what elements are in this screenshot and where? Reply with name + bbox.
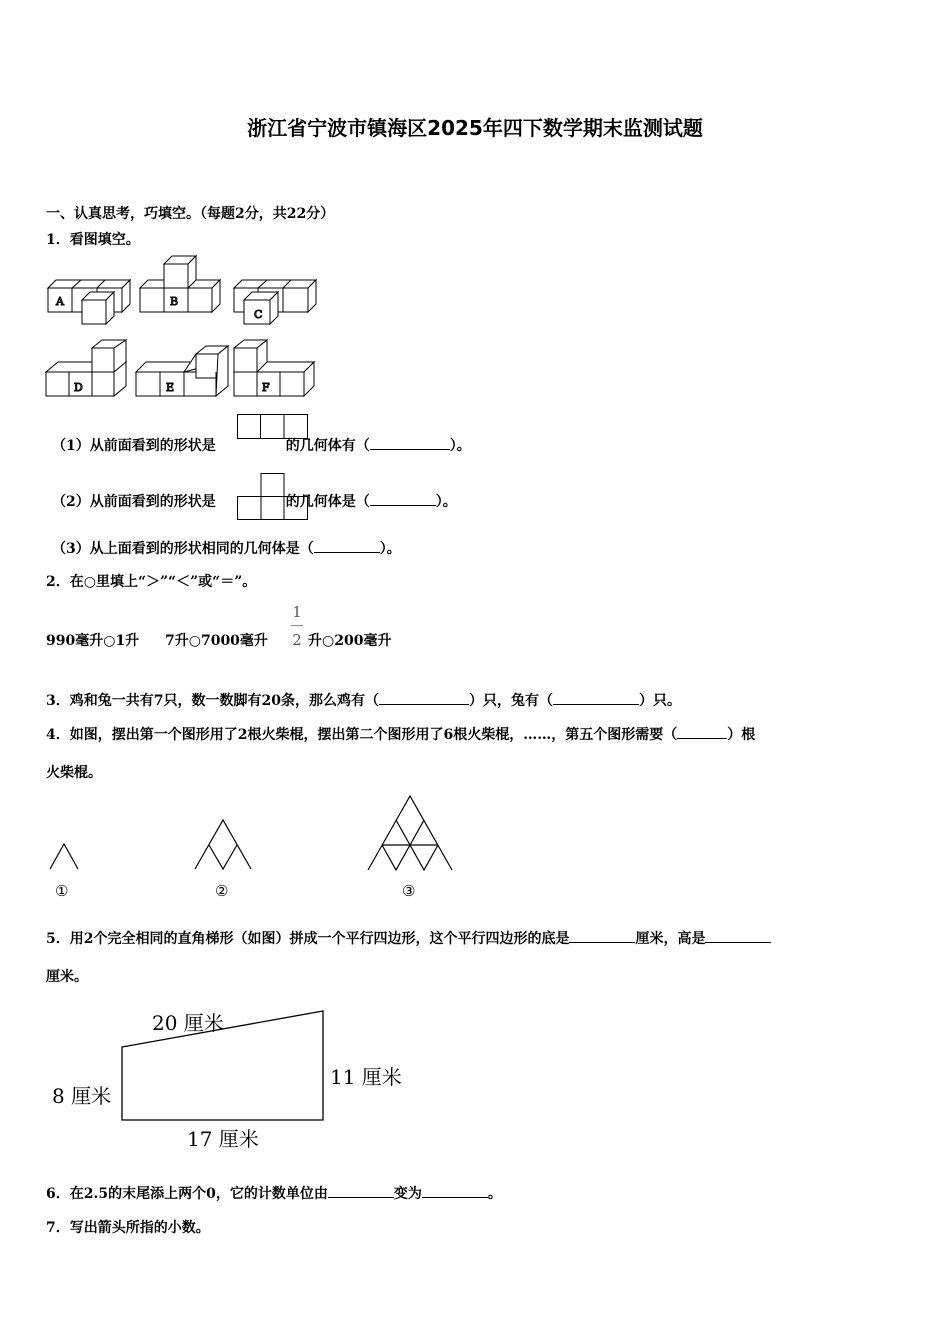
- answer-blank-6-2[interactable]: [422, 1184, 488, 1198]
- cube-figure-f: [234, 340, 314, 396]
- answer-blank-4[interactable]: [677, 725, 727, 739]
- matchstick-figure-3: [368, 796, 452, 870]
- trapezoid-bottom-label: 17 厘米: [187, 1127, 259, 1151]
- three-squares-icon: [237, 414, 309, 440]
- matchstick-figure-2: [195, 820, 251, 869]
- answer-blank-3-1[interactable]: [379, 691, 469, 705]
- figure-label-2: ②: [215, 882, 229, 900]
- fraction-numerator: 1: [292, 603, 302, 621]
- question-3: 3．鸡和兔一共有7只，数一数脚有20条，那么鸡有（ ）只，兔有（ ）只。: [46, 693, 681, 709]
- figure-label-3: ③: [402, 882, 416, 900]
- page-title: 浙江省宁波市镇海区2025年四下数学期末监测试题: [247, 116, 703, 140]
- section-heading: 一、认真思考，巧填空。（每题2分，共22分）: [46, 206, 335, 222]
- cube-figure-b: [140, 256, 220, 312]
- figure-label-b: B: [170, 295, 179, 308]
- answer-blank-1-1[interactable]: [370, 436, 450, 450]
- figure-label-1: ①: [55, 882, 69, 900]
- cube-figure-a: [48, 280, 130, 324]
- question-1-part-3: （3）从上面看到的形状相同的几何体是（ ）。: [52, 541, 401, 557]
- answer-blank-3-2[interactable]: [553, 691, 639, 705]
- trapezoid-right-label: 11 厘米: [330, 1065, 402, 1089]
- answer-blank-1-3[interactable]: [314, 539, 380, 553]
- trapezoid-left-label: 8 厘米: [52, 1084, 112, 1108]
- fraction-bar: [291, 625, 303, 626]
- question-4-line-2: 火柴棍。: [46, 765, 102, 781]
- question-1-part-1: （1）从前面看到的形状是 的几何体有（ ）。: [52, 432, 471, 456]
- trapezoid-top-label: 20 厘米: [152, 1011, 224, 1035]
- cube-figure-e: [136, 346, 228, 396]
- question-2-c: 升○200毫升: [308, 633, 392, 649]
- figure-label-d: D: [74, 381, 83, 394]
- answer-blank-6-1[interactable]: [328, 1184, 394, 1198]
- fraction-denominator: 2: [292, 631, 302, 649]
- figure-label-c: C: [254, 308, 263, 321]
- trapezoid-figure: [0, 1000, 950, 1120]
- question-7: 7．写出箭头所指的小数。: [46, 1220, 210, 1236]
- question-5-line-2: 厘米。: [46, 969, 88, 985]
- question-4-line-1: 4．如图，摆出第一个图形用了2根火柴棍，摆出第二个图形用了6根火柴棍，……，第五个图形需要（ ）根: [46, 727, 756, 743]
- cube-figures: [0, 250, 950, 430]
- t-shape-icon: [237, 473, 309, 521]
- answer-blank-1-2[interactable]: [370, 492, 436, 506]
- question-5-line-1: 5．用2个完全相同的直角梯形（如图）拼成一个平行四边形，这个平行四边形的底是 厘米，高是: [46, 928, 771, 948]
- cube-figure-d: [46, 340, 126, 396]
- matchstick-figures: [0, 790, 950, 880]
- cube-figure-c: [234, 280, 316, 324]
- matchstick-figure-1: [50, 844, 78, 869]
- question-6: 6．在2.5的末尾添上两个0，它的计数单位由 变为 。: [46, 1186, 502, 1202]
- question-2-stem: 2．在○里填上“＞”“＜”或“＝”。: [46, 574, 257, 590]
- question-1-part-2: （2）从前面看到的形状是 的几何体是（ ）。: [52, 494, 457, 510]
- figure-label-e: E: [166, 381, 175, 394]
- answer-blank-5-2[interactable]: [705, 929, 771, 943]
- figure-label-a: A: [56, 295, 64, 308]
- question-1-stem: 1．看图填空。: [46, 232, 140, 248]
- figure-label-f: F: [262, 381, 270, 394]
- question-2-a: 990毫升○1升: [46, 633, 140, 649]
- answer-blank-5-1[interactable]: [569, 929, 635, 943]
- question-2-b: 7升○7000毫升: [165, 633, 268, 649]
